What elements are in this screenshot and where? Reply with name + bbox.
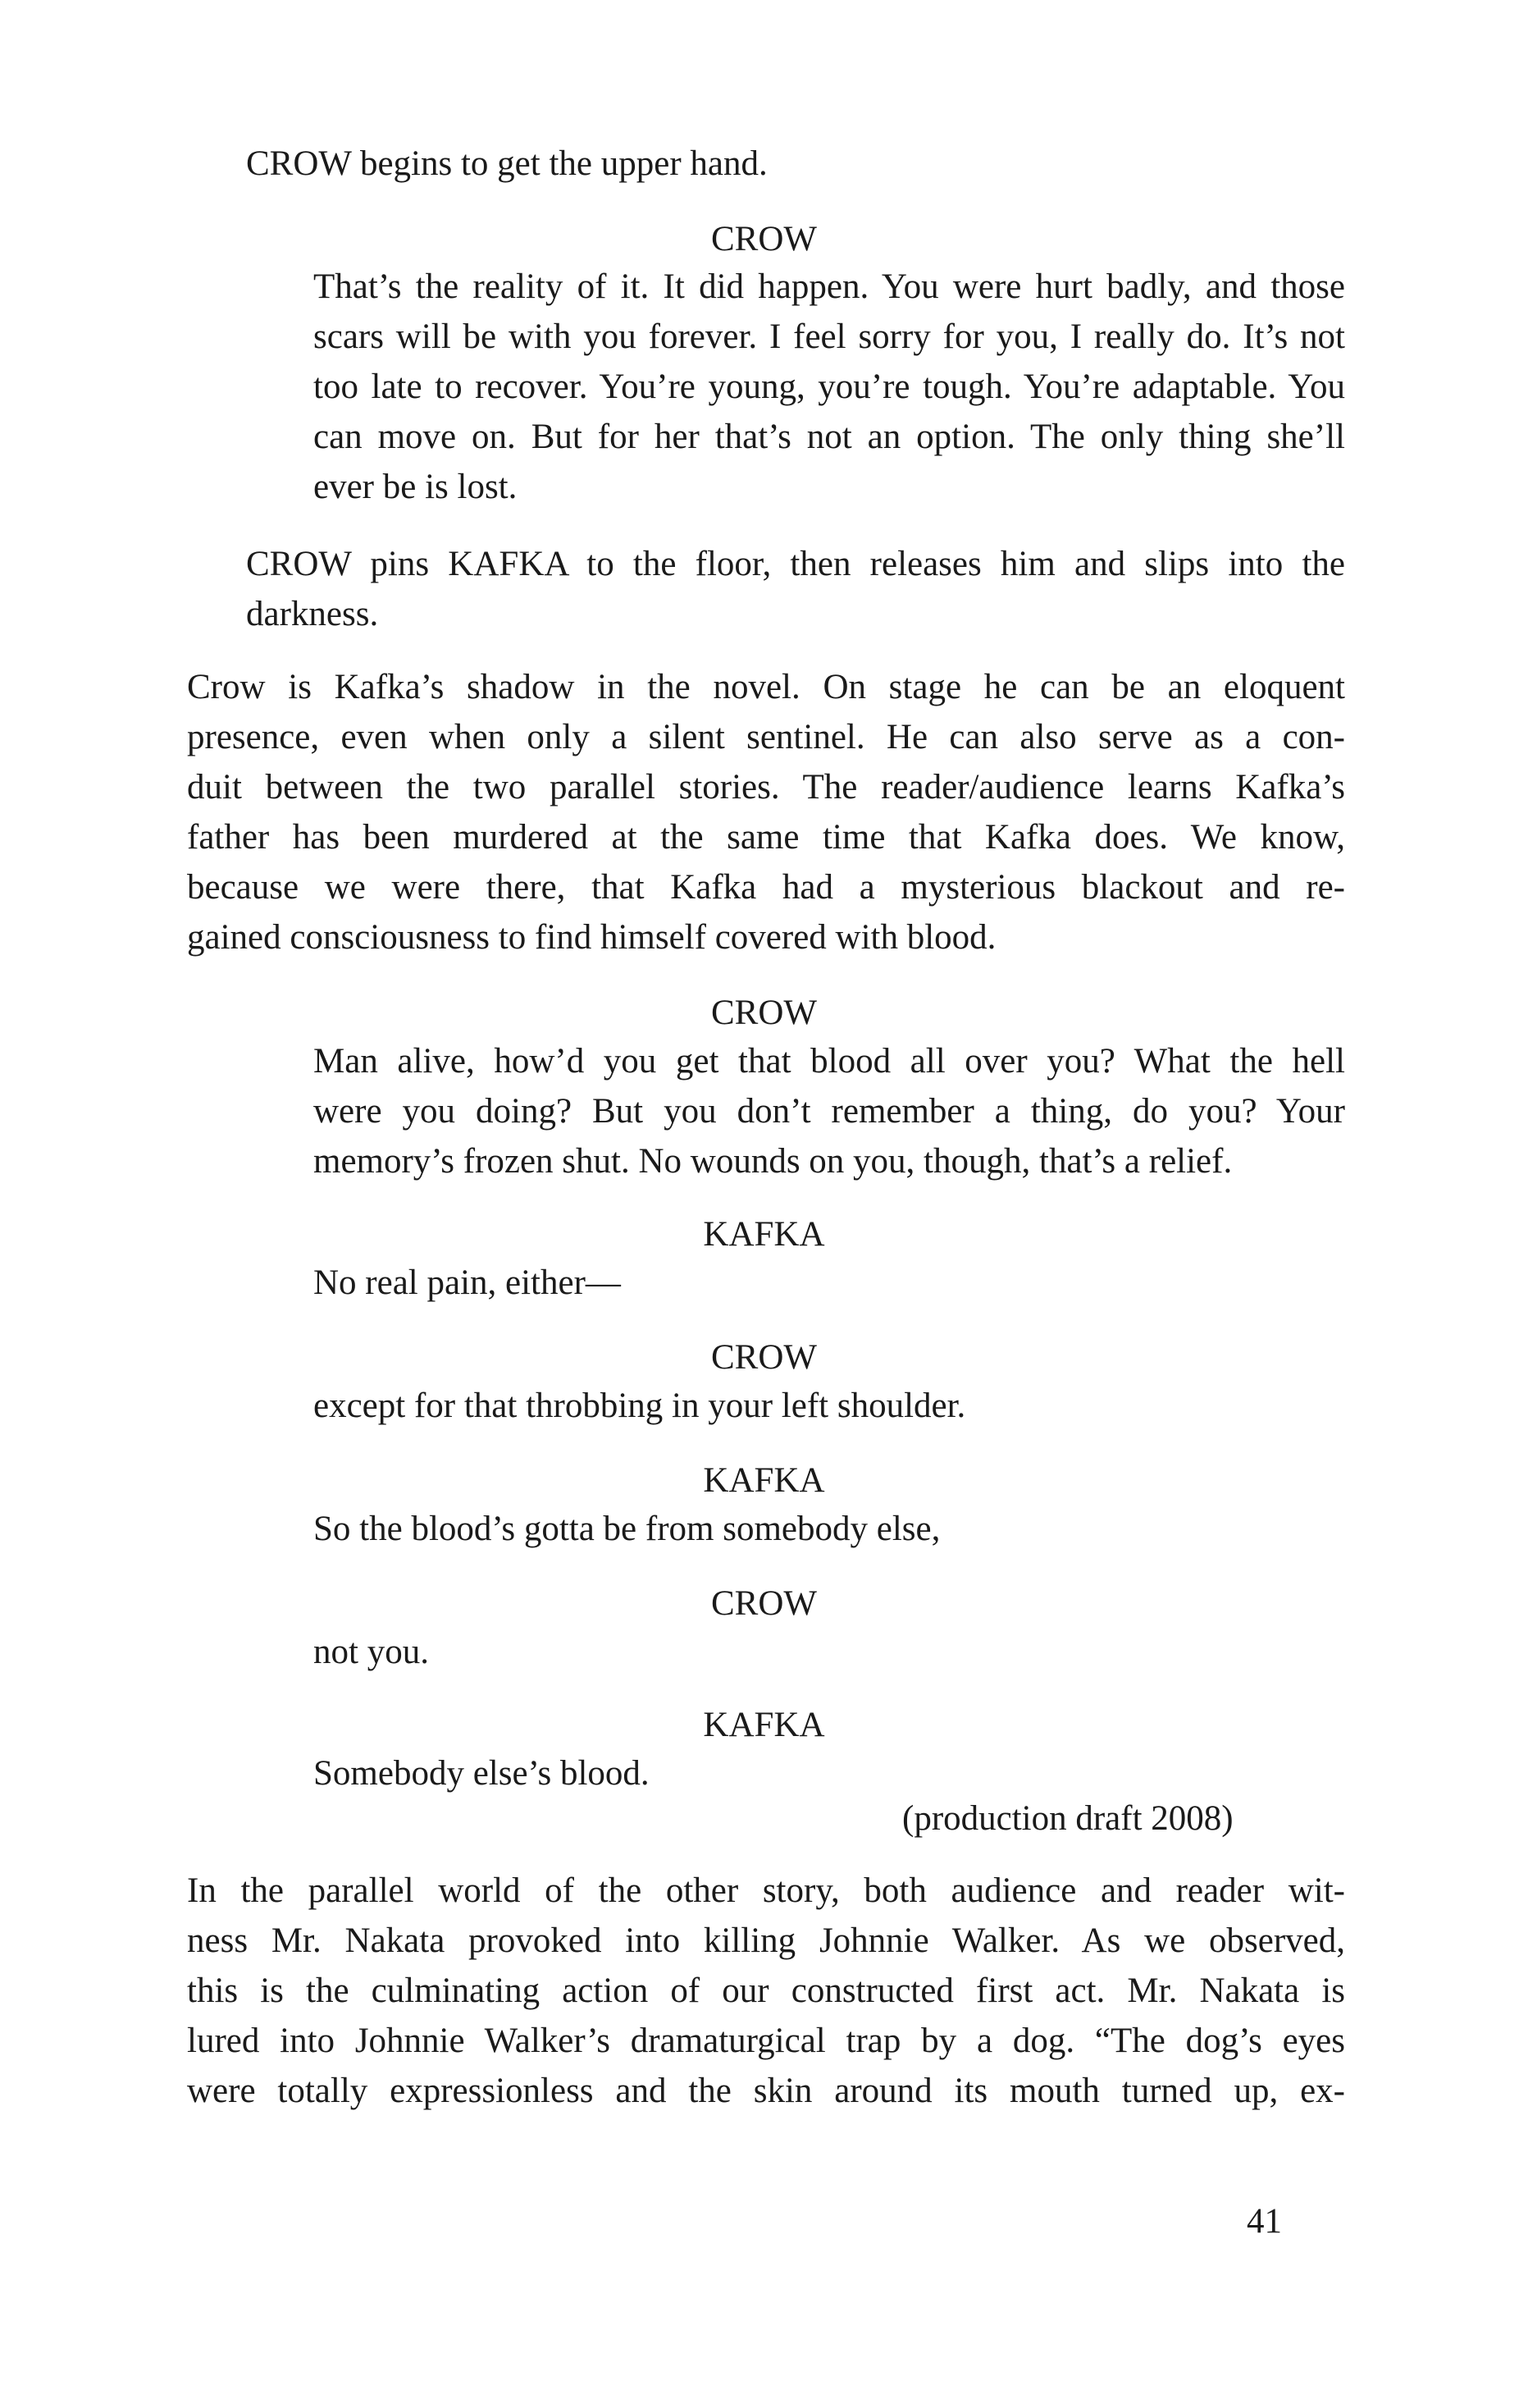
dialogue-line: Somebody else’s blood.: [313, 1754, 650, 1793]
body-text-line: presence, even when only a silent sentinel. He can also serve as a con-: [187, 718, 1345, 756]
body-text-line: ness Mr. Nakata provoked into killing Johnnie Walker. As we observed,: [187, 1921, 1345, 1960]
dialogue-line: So the blood’s gotta be from somebody else,: [313, 1510, 941, 1548]
body-text-line: because we were there, that Kafka had a mysterious blackout and re-: [187, 868, 1345, 907]
speaker-label: CROW: [711, 220, 817, 258]
dialogue-line: were you doing? But you don’t remember a thing, do you? Your: [313, 1092, 1345, 1131]
dialogue-line: except for that throbbing in your left shoulder.: [313, 1387, 966, 1425]
dialogue-line: No real pain, either—: [313, 1263, 621, 1302]
dialogue-line: That’s the reality of it. It did happen. You were hurt badly, and those: [313, 267, 1345, 306]
dialogue-line: too late to recover. You’re young, you’re tough. You’re adaptable. You: [313, 368, 1345, 406]
speaker-label: KAFKA: [703, 1461, 825, 1500]
body-text-line: duit between the two parallel stories. The reader/audience learns Kafka’s: [187, 768, 1345, 806]
body-text-line: father has been murdered at the same time that Kafka does. We know,: [187, 818, 1345, 857]
dialogue-line: scars will be with you forever. I feel sorry for you, I really do. It’s not: [313, 318, 1345, 356]
body-text-line: gained consciousness to find himself covered with blood.: [187, 918, 997, 957]
stage-direction-line: CROW begins to get the upper hand.: [246, 144, 768, 183]
body-text-line: were totally expressionless and the skin around its mouth turned up, ex-: [187, 2072, 1345, 2110]
dialogue-line: Man alive, how’d you get that blood all over you? What the hell: [313, 1042, 1345, 1081]
speaker-label: KAFKA: [703, 1215, 825, 1254]
page-number: 41: [1247, 2202, 1282, 2241]
dialogue-line: ever be is lost.: [313, 468, 518, 506]
stage-direction-line: darkness.: [246, 595, 379, 633]
speaker-label: CROW: [711, 1338, 817, 1377]
body-text-line: this is the culminating action of our constructed first act. Mr. Nakata is: [187, 1972, 1345, 2010]
stage-direction-line: CROW pins KAFKA to the floor, then releases him and slips into the: [246, 545, 1345, 583]
speaker-label: KAFKA: [703, 1706, 825, 1744]
body-text-line: Crow is Kafka’s shadow in the novel. On stage he can be an eloquent: [187, 668, 1345, 706]
speaker-label: CROW: [711, 994, 817, 1032]
dialogue-line: memory’s frozen shut. No wounds on you, though, that’s a relief.: [313, 1142, 1233, 1181]
dialogue-line: not you.: [313, 1633, 429, 1671]
body-text-line: In the parallel world of the other story, both audience and reader wit-: [187, 1871, 1345, 1910]
body-text-line: lured into Johnnie Walker’s dramaturgical trap by a dog. “The dog’s eyes: [187, 2022, 1345, 2060]
dialogue-line: can move on. But for her that’s not an option. The only thing she’ll: [313, 418, 1345, 456]
speaker-label: CROW: [711, 1584, 817, 1623]
production-draft-note: (production draft 2008): [902, 1799, 1234, 1838]
